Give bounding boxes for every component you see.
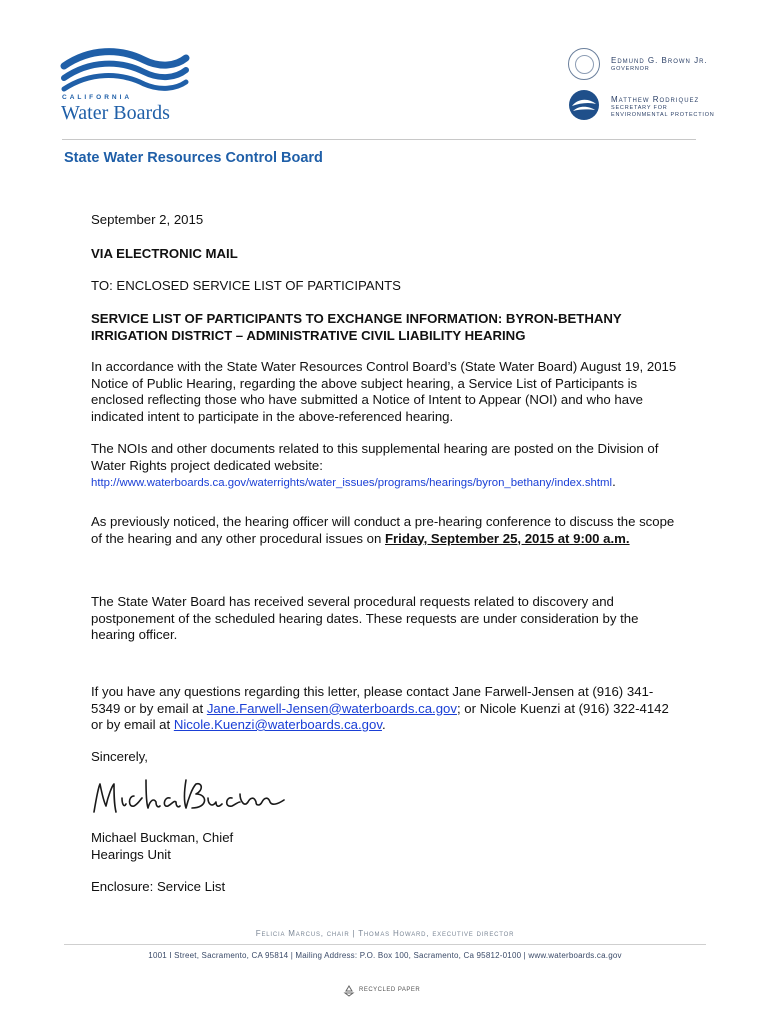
paragraph-requests: The State Water Board has received several procedural requests related to discovery and postponement of the scheduled hearing dates. These requests are under consideration by the hearing officer. [91, 594, 639, 642]
signature [88, 772, 288, 822]
footer-divider [64, 944, 706, 945]
secretary-title-line1: SECRETARY FOR [611, 105, 668, 111]
recycled-paper-label: RECYCLED PAPER [359, 987, 421, 993]
secretary-name: Matthew Rodriquez [611, 95, 700, 104]
logo-state: CALIFORNIA [62, 94, 133, 101]
subject-line: SERVICE LIST OF PARTICIPANTS TO EXCHANGE INFORMATION: BYRON-BETHANY IRRIGATION DISTRICT – ADMINISTRATIVE CIVIL LIABILITY HEARING [91, 311, 622, 343]
paragraph-conference-text: As previously noticed, the hearing officer will conduct a pre-hearing conference to discuss the scope of the hearing and any other procedural issues on [91, 514, 675, 546]
governor-title: GOVERNOR [611, 66, 650, 72]
project-website-link[interactable]: http://www.waterboards.ca.gov/waterrights/water_issues/programs/hearings/byron_bethany/index.shtml [91, 477, 613, 489]
logo-name: Water Boards [61, 102, 170, 124]
contacts-text-2: ; or Nicole Kuenzi at (916) 322-4142 or by email at [91, 700, 669, 732]
state-seal-icon [568, 48, 600, 80]
enclosure-line: Enclosure: Service List [91, 879, 226, 894]
paragraph-contacts [91, 684, 681, 734]
addressee-line: TO: ENCLOSED SERVICE LIST OF PARTICIPANTS [91, 278, 401, 293]
letter-date: September 2, 2015 [91, 212, 204, 227]
secretary-title-line2: ENVIRONMENTAL PROTECTION [611, 112, 715, 118]
delivery-method: VIA ELECTRONIC MAIL [91, 246, 238, 261]
email-link-jane[interactable]: Jane.Farwell-Jensen@waterboards.ca.gov [206, 700, 457, 716]
footer-officers: Felicia Marcus, chair | Thomas Howard, executive director [255, 929, 515, 938]
paragraph-documents-period: . [612, 474, 616, 489]
recycle-icon [343, 985, 355, 997]
closing: Sincerely, [91, 749, 148, 764]
conference-date: Friday, September 25, 2015 at 9:00 a.m. [384, 530, 630, 546]
board-title: State Water Resources Control Board [64, 150, 323, 166]
governor-name: Edmund G. Brown Jr. [611, 56, 708, 65]
signer-name-title: Michael Buckman, Chief [91, 830, 234, 845]
footer-address: 1001 I Street, Sacramento, CA 95814 | Mailing Address: P.O. Box 100, Sacramento, Ca 95812-0100 | www.waterboards.ca.gov [148, 951, 622, 960]
signer-unit: Hearings Unit [91, 847, 171, 862]
email-link-nicole[interactable]: Nicole.Kuenzi@waterboards.ca.gov [173, 717, 382, 732]
paragraph-documents-text: The NOIs and other documents related to this supplemental hearing are posted on the Division of Water Rights project dedicated website: [91, 441, 659, 473]
paragraph-conference [91, 514, 681, 547]
header-divider [62, 139, 696, 140]
paragraph-notice: In accordance with the State Water Resources Control Board’s (State Water Board) August 19, 2015 Notice of Public Hearing, regarding the above subject hearing, a Service List of Participants is enclosed reflecting those who have submitted a Notice of Intent to Appear (NOI) and who have indicated intent to participate in the above-referenced hearing. [91, 359, 677, 424]
contacts-text-3: . [381, 717, 386, 732]
contacts-text-1: If you have any questions regarding this letter, please contact Jane Farwell-Jensen at (916) 341-5349 or by email at [91, 684, 654, 716]
calepa-logo-icon [567, 88, 601, 122]
paragraph-documents [91, 441, 681, 492]
